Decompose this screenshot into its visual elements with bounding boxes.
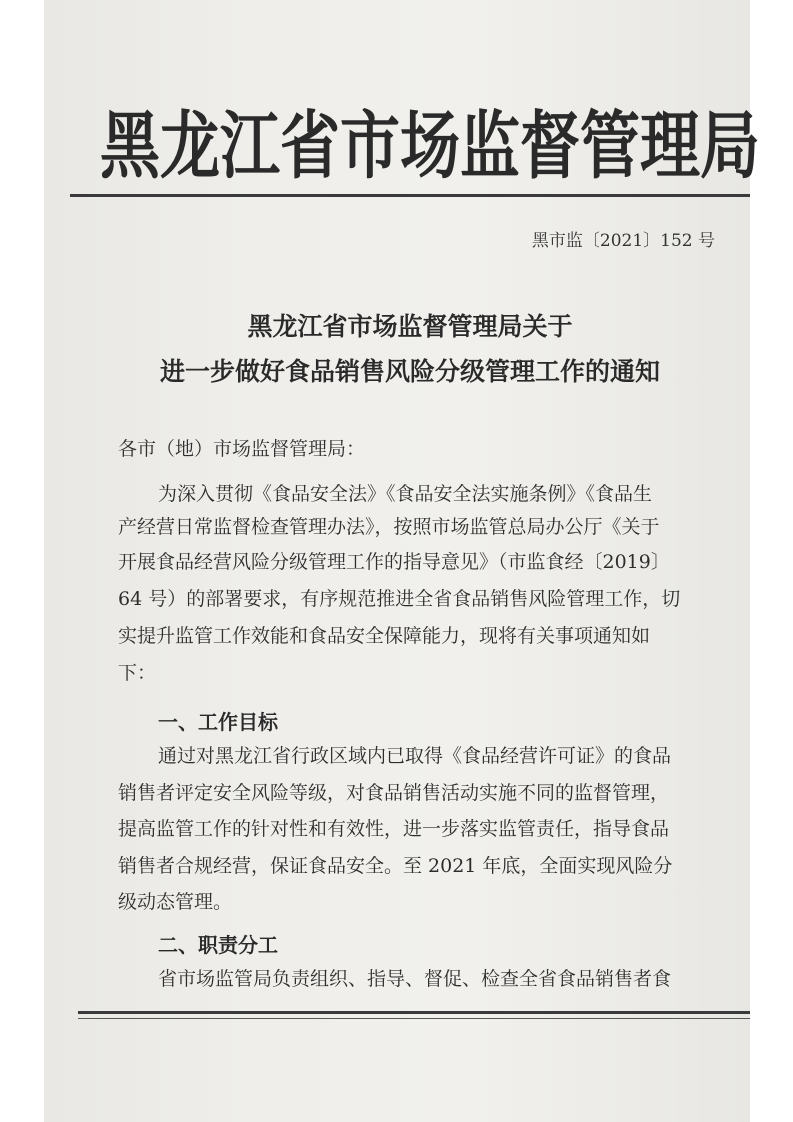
- section-goals-line: 级动态管理。: [118, 891, 233, 913]
- intro-line: 实提升监管工作效能和食品安全保障能力，现将有关事项通知如: [118, 625, 651, 647]
- intro-line: 64 号）的部署要求，有序规范推进全省食品销售风险管理工作，切: [118, 588, 681, 610]
- intro-line: 下：: [118, 662, 157, 684]
- document-title-line-1: 黑龙江省市场监督管理局关于: [247, 312, 573, 341]
- intro-line: 产经营日常监督检查管理办法》，按照市场监管总局办公厅《关于: [118, 516, 660, 538]
- letterhead-rule: [70, 194, 750, 197]
- section-heading-duties: 二、职责分工: [158, 933, 278, 957]
- section-goals-line: 销售者评定安全风险等级，对食品销售活动实施不同的监督管理，: [118, 782, 670, 804]
- document-title-line-2: 进一步做好食品销售风险分级管理工作的通知: [159, 357, 660, 386]
- addressee: 各市（地）市场监督管理局：: [118, 438, 366, 460]
- footer-rule-thin: [78, 1018, 750, 1019]
- letterhead-agency-name: 黑龙江省市场监督管理局: [100, 103, 760, 190]
- intro-line: 为深入贯彻《食品安全法》《食品安全法实施条例》《食品生: [158, 483, 653, 505]
- section-goals-line: 通过对黑龙江省行政区域内已取得《食品经营许可证》的食品: [158, 745, 672, 767]
- document-number: 黑市监〔2021〕152 号: [531, 231, 715, 251]
- intro-line: 开展食品经营风险分级管理工作的指导意见》（市监食经〔2019〕: [118, 551, 670, 573]
- section-heading-goals: 一、工作目标: [158, 710, 278, 734]
- section-duties-line: 省市场监管局负责组织、指导、督促、检查全省食品销售者食: [158, 968, 672, 990]
- section-goals-line: 销售者合规经营，保证食品安全。至 2021 年底，全面实现风险分: [118, 855, 673, 877]
- section-goals-line: 提高监管工作的针对性和有效性，进一步落实监管责任，指导食品: [118, 818, 670, 840]
- footer-rule-thick: [78, 1011, 750, 1014]
